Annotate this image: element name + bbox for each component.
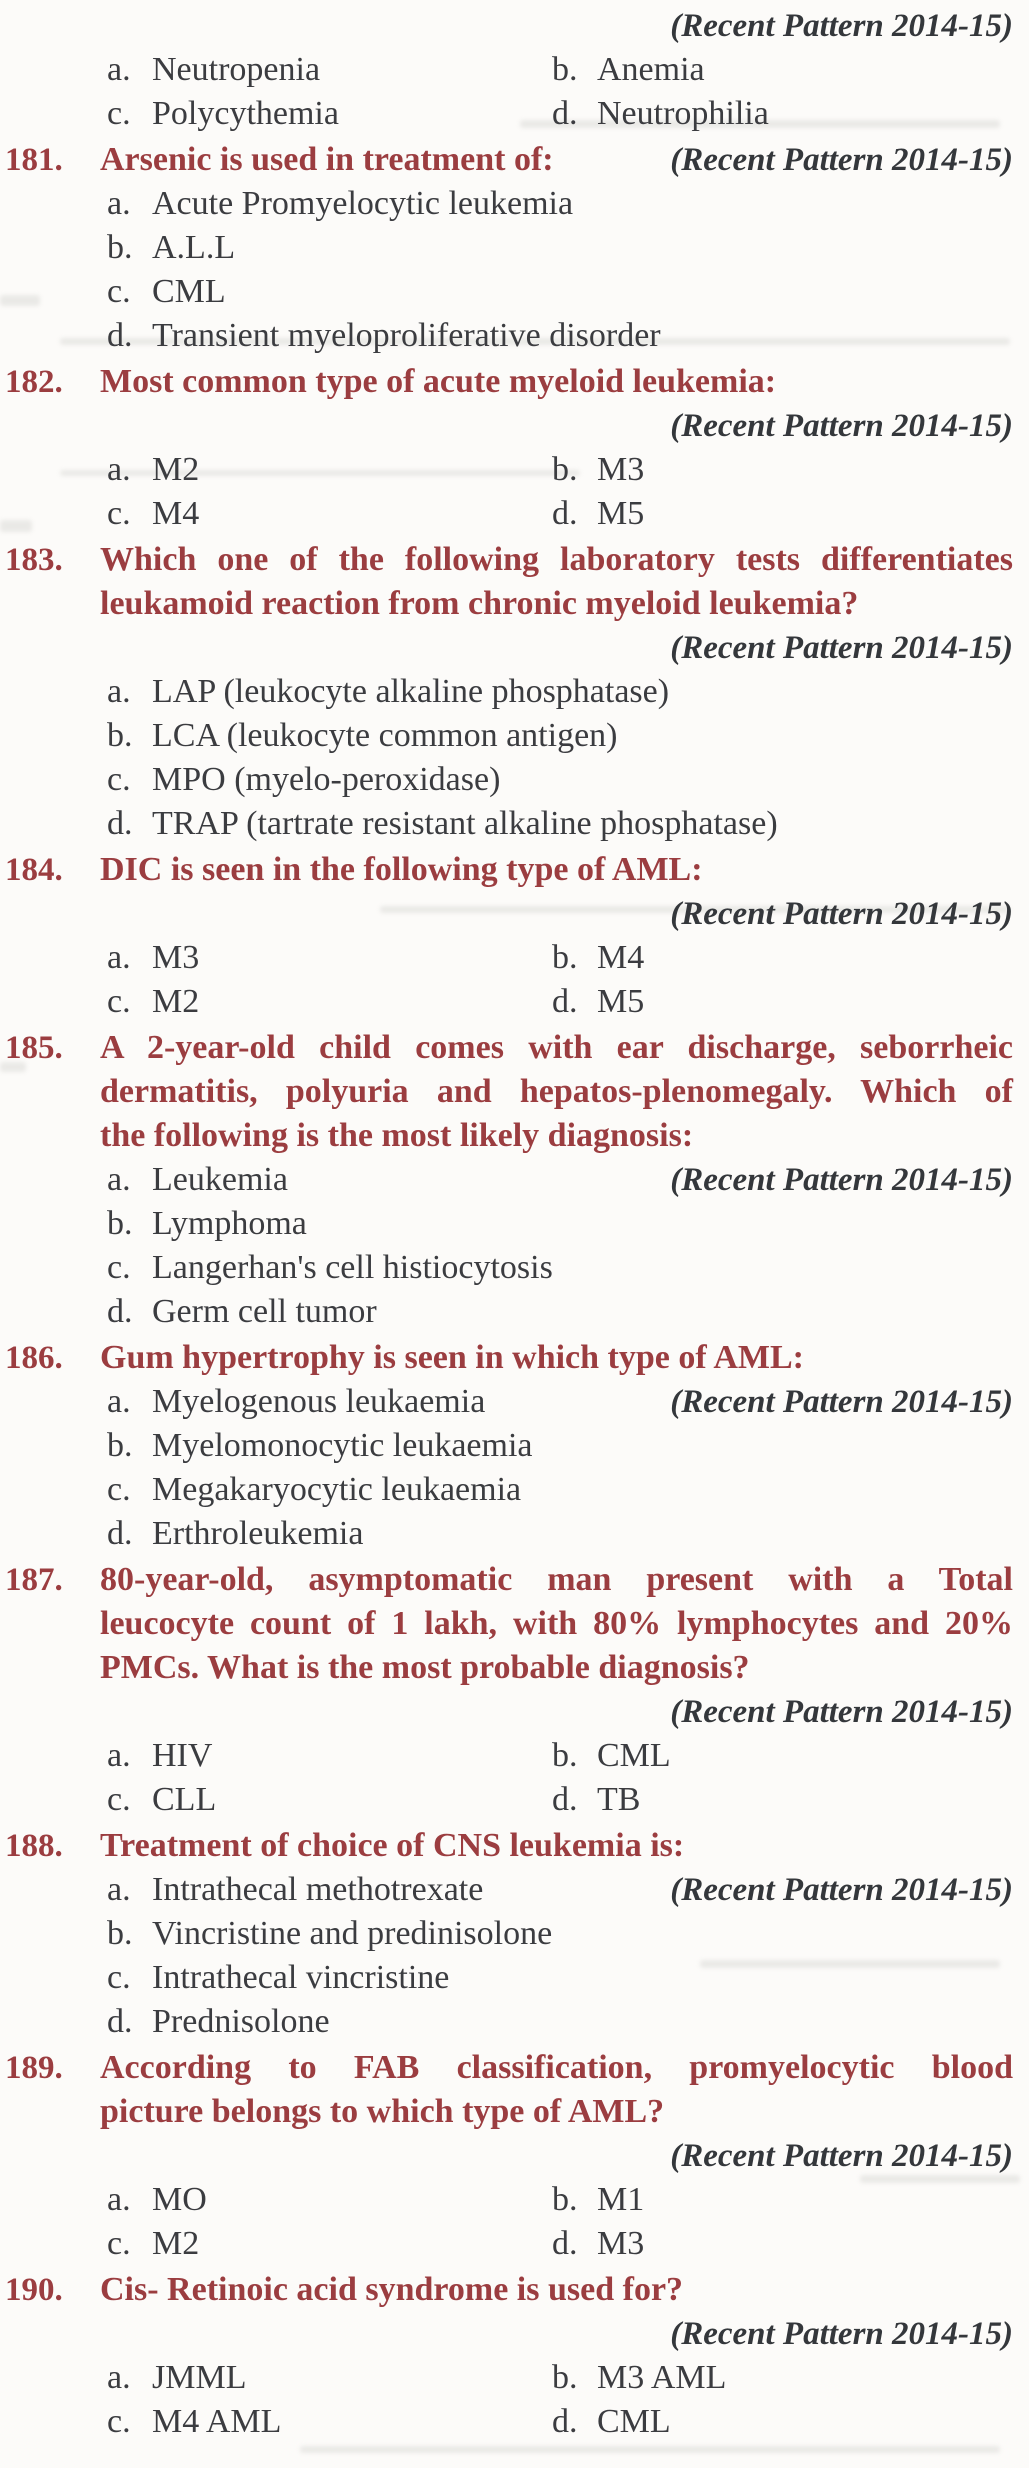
option-text: MO <box>152 2181 207 2218</box>
question-186 <box>2 1336 1013 1556</box>
recent-pattern-ref: (Recent Pattern 2014-15) <box>670 2316 1013 2352</box>
option-d <box>545 2222 644 2266</box>
option-text: Neutropenia <box>152 51 321 88</box>
option-letter: c. <box>107 983 131 1020</box>
option-text: Neutrophilia <box>597 95 769 132</box>
question-text: leukamoid reaction from chronic myeloid leukemia? <box>100 585 859 622</box>
option-text: Prednisolone <box>152 2003 330 2040</box>
scan-artifact <box>300 2446 1000 2453</box>
option-text: Megakaryocytic leukaemia <box>152 1471 522 1508</box>
question-number: 189. <box>5 2050 63 2086</box>
option-letter: b. <box>552 2359 578 2396</box>
option-d <box>545 2400 671 2444</box>
question-text: Which one of the following laboratory tests differentiates <box>100 541 1013 578</box>
option-letter: a. <box>107 185 131 222</box>
option-letter: a. <box>107 451 131 488</box>
question-187 <box>2 1558 1013 1822</box>
option-text: CML <box>597 2403 671 2440</box>
option-b <box>100 1202 1013 1246</box>
option-d <box>545 92 769 136</box>
question-181 <box>2 138 1013 358</box>
option-c <box>100 492 545 536</box>
recent-pattern-ref: (Recent Pattern 2014-15) <box>670 142 1013 178</box>
option-letter: c. <box>107 1249 131 1286</box>
option-text: M4 <box>152 495 200 532</box>
option-c <box>100 1956 1013 2000</box>
question-182 <box>2 360 1013 536</box>
option-letter: d. <box>107 317 133 354</box>
option-d <box>545 492 644 536</box>
option-d <box>100 314 1013 358</box>
option-letter: d. <box>552 2403 578 2440</box>
question-number: 190. <box>5 2272 63 2308</box>
option-text: Langerhan's cell histiocytosis <box>152 1249 553 1286</box>
option-d <box>100 1290 1013 1334</box>
question-183 <box>2 538 1013 846</box>
option-row <box>100 2222 1013 2266</box>
question-text: DIC is seen in the following type of AML: <box>100 851 703 888</box>
option-row <box>100 936 1013 980</box>
question-number: 185. <box>5 1030 63 1066</box>
recent-pattern-ref: (Recent Pattern 2014-15) <box>670 1162 1013 1198</box>
option-letter: d. <box>552 1781 578 1818</box>
question-text: Arsenic is used in treatment of: <box>100 141 554 178</box>
question-text: leucocyte count of 1 lakh, with 80% lymphocytes and 20% <box>100 1605 1013 1642</box>
question-text: dermatitis, polyuria and hepatos-plenomegaly. Which of <box>100 1073 1013 1110</box>
option-letter: b. <box>107 1915 133 1952</box>
question-number <box>2 4 100 136</box>
option-text: MPO (myelo-peroxidase) <box>152 761 501 798</box>
option-letter: b. <box>552 2181 578 2218</box>
option-c <box>100 1246 1013 1290</box>
option-letter: d. <box>107 2003 133 2040</box>
option-letter: d. <box>107 1515 133 1552</box>
recent-pattern-ref: (Recent Pattern 2014-15) <box>670 1384 1013 1420</box>
option-text: A.L.L <box>152 229 236 266</box>
option-c <box>100 2222 545 2266</box>
option-row <box>100 1158 1013 1202</box>
option-letter: d. <box>107 805 133 842</box>
option-letter: b. <box>107 717 133 754</box>
option-letter: a. <box>107 1737 131 1774</box>
question-number: 188. <box>5 1828 63 1864</box>
option-row <box>100 2356 1013 2400</box>
question-text: PMCs. What is the most probable diagnosis? <box>100 1649 750 1686</box>
option-row <box>100 48 1013 92</box>
question-text: 80-year-old, asymptomatic man present with a Total <box>100 1561 1013 1598</box>
question-number: 186. <box>5 1340 63 1376</box>
option-c <box>100 270 1013 314</box>
recent-pattern-ref: (Recent Pattern 2014-15) <box>670 2138 1013 2174</box>
question-text: A 2-year-old child comes with ear discharge, seborrheic <box>100 1029 1013 1066</box>
option-c <box>100 980 545 1024</box>
question-number: 183. <box>5 542 63 578</box>
option-letter: c. <box>107 1471 131 1508</box>
option-b <box>100 1912 1013 1956</box>
option-b <box>545 2356 726 2400</box>
option-letter: a. <box>107 2181 131 2218</box>
option-a <box>100 670 1013 714</box>
option-text: Myelomonocytic leukaemia <box>152 1427 533 1464</box>
option-text: Myelogenous leukaemia <box>152 1383 486 1420</box>
option-row <box>100 2400 1013 2444</box>
option-letter: a. <box>107 939 131 976</box>
option-text: LCA (leukocyte common antigen) <box>152 717 618 754</box>
option-text: Acute Promyelocytic leukemia <box>152 185 574 222</box>
option-c <box>100 1468 1013 1512</box>
option-text: Germ cell tumor <box>152 1293 377 1330</box>
option-text: M2 <box>152 451 200 488</box>
option-b <box>545 2178 644 2222</box>
option-text: M4 <box>597 939 645 976</box>
option-text: Intrathecal methotrexate <box>152 1871 484 1908</box>
option-letter: c. <box>107 761 131 798</box>
option-text: M1 <box>597 2181 645 2218</box>
option-text: CLL <box>152 1781 217 1818</box>
option-c <box>100 2400 545 2444</box>
option-a <box>100 448 545 492</box>
option-row <box>100 1868 1013 1912</box>
option-b <box>545 1734 671 1778</box>
option-text: Vincristine and predinisolone <box>152 1915 553 1952</box>
option-letter: c. <box>107 1959 131 1996</box>
option-text: M3 <box>152 939 200 976</box>
question-185 <box>2 1026 1013 1334</box>
question-number: 184. <box>5 852 63 888</box>
question-188 <box>2 1824 1013 2044</box>
carryover-options-section <box>2 4 1013 136</box>
option-text: HIV <box>152 1737 213 1774</box>
option-a <box>100 1734 545 1778</box>
option-row <box>100 980 1013 1024</box>
question-190 <box>2 2268 1013 2444</box>
option-text: CML <box>152 273 226 310</box>
option-a <box>100 936 545 980</box>
option-letter: b. <box>552 939 578 976</box>
option-row <box>100 1778 1013 1822</box>
recent-pattern-ref: (Recent Pattern 2014-15) <box>670 896 1013 932</box>
question-number: 182. <box>5 364 63 400</box>
option-text: M4 AML <box>152 2403 282 2440</box>
option-letter: b. <box>107 229 133 266</box>
question-text: picture belongs to which type of AML? <box>100 2093 665 2130</box>
option-letter: c. <box>107 2225 131 2262</box>
option-letter: a. <box>107 673 131 710</box>
option-letter: b. <box>552 451 578 488</box>
option-row <box>100 492 1013 536</box>
option-row <box>100 92 1013 136</box>
option-b <box>100 714 1013 758</box>
option-letter: b. <box>552 1737 578 1774</box>
option-letter: c. <box>107 273 131 310</box>
option-letter: a. <box>107 51 131 88</box>
option-d <box>545 980 644 1024</box>
option-a <box>100 1158 288 1202</box>
option-letter: d. <box>107 1293 133 1330</box>
option-text: M5 <box>597 495 645 532</box>
option-text: Lymphoma <box>152 1205 307 1242</box>
option-b <box>545 448 644 492</box>
option-text: CML <box>597 1737 671 1774</box>
option-text: Polycythemia <box>152 95 339 132</box>
option-a <box>100 1380 485 1424</box>
option-b <box>100 226 1013 270</box>
option-letter: a. <box>107 1383 131 1420</box>
recent-pattern-ref: (Recent Pattern 2014-15) <box>670 408 1013 444</box>
option-a <box>100 48 545 92</box>
option-c <box>100 758 1013 802</box>
option-a <box>100 2178 545 2222</box>
option-text: M3 <box>597 451 645 488</box>
option-d <box>545 1778 640 1822</box>
questions-column <box>2 2 1013 2444</box>
option-letter: b. <box>552 51 578 88</box>
option-row <box>100 448 1013 492</box>
option-d <box>100 1512 1013 1556</box>
recent-pattern-ref: (Recent Pattern 2014-15) <box>670 8 1013 44</box>
option-row <box>100 1380 1013 1424</box>
question-text: Cis- Retinoic acid syndrome is used for? <box>100 2271 684 2308</box>
option-text: Erthroleukemia <box>152 1515 364 1552</box>
question-text: Most common type of acute myeloid leukemia: <box>100 363 777 400</box>
option-letter: d. <box>552 95 578 132</box>
question-number: 181. <box>5 142 63 178</box>
question-189 <box>2 2046 1013 2266</box>
option-row <box>100 2178 1013 2222</box>
option-b <box>100 1424 1013 1468</box>
option-letter: b. <box>107 1427 133 1464</box>
option-letter: c. <box>107 95 131 132</box>
option-text: JMML <box>152 2359 247 2396</box>
option-letter: a. <box>107 1161 131 1198</box>
option-letter: b. <box>107 1205 133 1242</box>
option-b <box>545 48 705 92</box>
option-letter: d. <box>552 2225 578 2262</box>
option-row <box>100 1734 1013 1778</box>
option-a <box>100 2356 545 2400</box>
option-b <box>545 936 644 980</box>
option-letter: c. <box>107 1781 131 1818</box>
option-letter: a. <box>107 1871 131 1908</box>
option-a <box>100 1868 483 1912</box>
recent-pattern-ref: (Recent Pattern 2014-15) <box>670 1694 1013 1730</box>
option-a <box>100 182 1013 226</box>
option-text: M3 <box>597 2225 645 2262</box>
recent-pattern-ref: (Recent Pattern 2014-15) <box>670 630 1013 666</box>
option-letter: d. <box>552 983 578 1020</box>
option-letter: c. <box>107 495 131 532</box>
option-d <box>100 2000 1013 2044</box>
option-letter: c. <box>107 2403 131 2440</box>
option-text: Transient myeloproliferative disorder <box>152 317 661 354</box>
recent-pattern-ref: (Recent Pattern 2014-15) <box>670 1872 1013 1908</box>
option-text: M5 <box>597 983 645 1020</box>
option-text: Intrathecal vincristine <box>152 1959 450 1996</box>
option-text: M2 <box>152 2225 200 2262</box>
question-text: the following is the most likely diagnosis: <box>100 1117 694 1154</box>
question-text: According to FAB classification, promyelocytic blood <box>100 2049 1013 2086</box>
option-text: LAP (leukocyte alkaline phosphatase) <box>152 673 670 710</box>
option-text: TB <box>597 1781 641 1818</box>
option-c <box>100 92 545 136</box>
option-text: Leukemia <box>152 1161 288 1198</box>
option-text: M3 AML <box>597 2359 727 2396</box>
option-text: M2 <box>152 983 200 1020</box>
option-text: Anemia <box>597 51 705 88</box>
option-d <box>100 802 1013 846</box>
question-text: Treatment of choice of CNS leukemia is: <box>100 1827 685 1864</box>
option-text: TRAP (tartrate resistant alkaline phosphatase) <box>152 805 778 842</box>
question-number: 187. <box>5 1562 63 1598</box>
question-text: Gum hypertrophy is seen in which type of AML: <box>100 1339 804 1376</box>
option-letter: a. <box>107 2359 131 2396</box>
option-letter: d. <box>552 495 578 532</box>
option-c <box>100 1778 545 1822</box>
question-184 <box>2 848 1013 1024</box>
